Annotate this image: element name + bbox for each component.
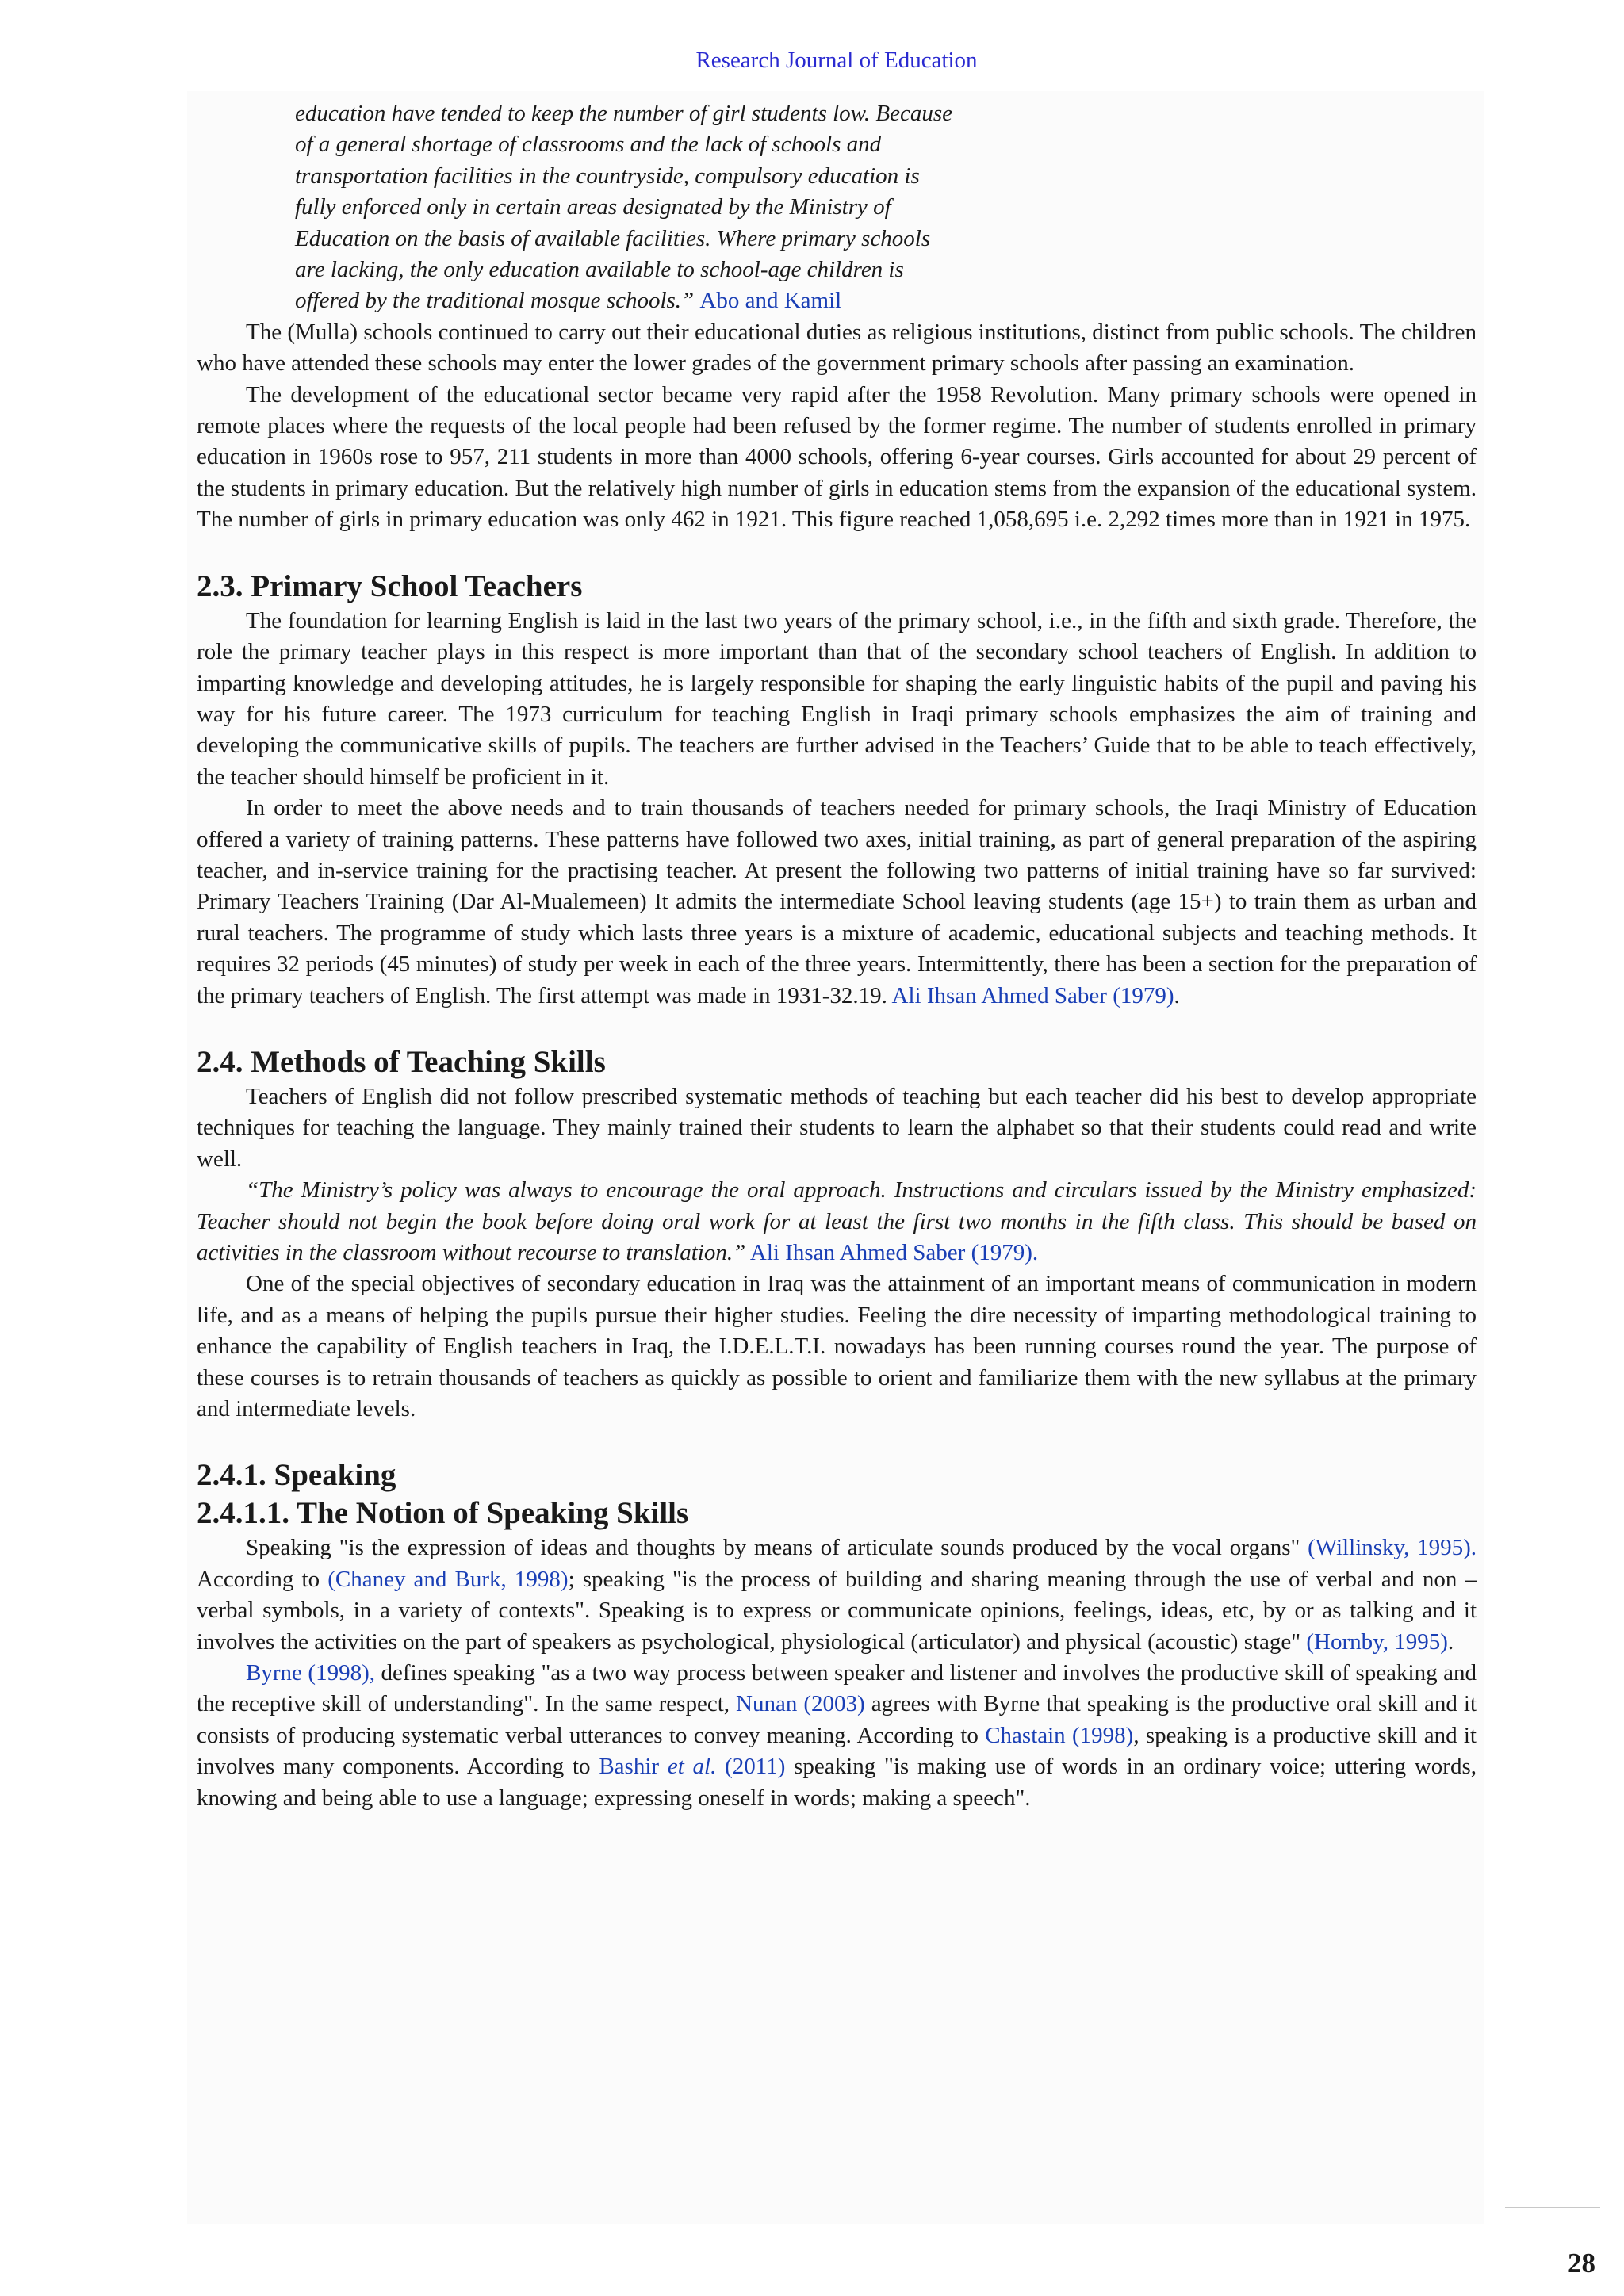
- citation-link[interactable]: (Chaney and Burk, 1998): [327, 1566, 569, 1592]
- quote-line: of a general shortage of classrooms and the lack of schools and: [295, 132, 882, 158]
- quote-line: education have tended to keep the number of girl students low. Because: [295, 101, 952, 126]
- block-quote: [295, 98, 1088, 317]
- quote-line: [295, 285, 1088, 316]
- paragraph-text: agrees with Byrne that speaking is the productive oral skill and it consists of producing systematic verbal utterances to convey meaning. According to: [197, 1691, 1477, 1748]
- section-heading-2-4-1-1: 2.4.1.1. The Notion of Speaking Skills: [197, 1496, 689, 1531]
- paragraph-text: speaking "is making use of words in an ordinary voice; uttering words, knowing and being able to use a language; expressing oneself in words; making a speech".: [197, 1754, 1477, 1811]
- citation-link[interactable]: (Hornby, 1995): [1306, 1628, 1448, 1655]
- paragraph: The foundation for learning English is laid in the last two years of the primary school, i.e., in the fifth and sixth grade. Therefore, the role the primary teacher plays in this respect is more important than that of the secondary school teachers of English. In addition to imparting knowledge and developing attitudes, he is largely responsible for shaping the early linguistic habits of the pupil and paving his way for his future career. The 1973 curriculum for teaching English in Iraqi primary schools emphasizes the aim of training and developing the communicative skills of pupils. The teachers are further advised in the Teachers’ Guide that to be able to teach effectively, the teacher should himself be proficient in it.: [197, 607, 1477, 790]
- citation-author: Bashir: [599, 1754, 660, 1780]
- journal-running-header: Research Journal of Education: [695, 48, 978, 73]
- paragraph: Teachers of English did not follow prescribed systematic methods of teaching but each teacher did his best to develop appropriate techniques for teaching the language. They mainly trained their students to learn the alphabet so that their students could read and write well.: [197, 1083, 1477, 1172]
- paragraph: In order to meet the above needs and to train thousands of teachers needed for primary schools, the Iraqi Ministry of Education offered a variety of training patterns. These patterns have followed two axes, initial training, as part of general preparation of the aspiring teacher, and in-service training for the practising teacher. At present the following two patterns of initial training have so far survived: Primary Teachers Training (Dar Al-Mualemeen) It admits the intermediate School leaving students (age 15+) to train them as urban and rural teachers. The programme of study which lasts three years is a mixture of academic, educational subjects and teaching methods. It requires 32 periods (45 minutes) of study per week in each of the three years. Intermittently, there has been a section for the preparation of the primary teachers of English. The first attempt was made in 1931-32.19. Ali Ihsan Ahmed Saber (1979).: [197, 795, 1477, 1008]
- quote-last-line: offered by the traditional mosque schools.”: [295, 288, 695, 314]
- article-body: [197, 98, 1477, 1814]
- paragraph-text: .: [1447, 1628, 1454, 1655]
- quote-line: transportation facilities in the countryside, compulsory education is: [295, 163, 920, 189]
- paragraph-text: defines speaking "as a two way process between speaker and listener and involves the productive skill of speaking and the receptive skill of understanding". In the same respect,: [197, 1660, 1477, 1717]
- paragraph-text: According to: [197, 1566, 328, 1592]
- quote-line: fully enforced only in certain areas designated by the Ministry of: [295, 194, 891, 220]
- section-heading-2-3: 2.3. Primary School Teachers: [197, 568, 583, 603]
- citation-link[interactable]: (Willinsky, 1995).: [1308, 1535, 1477, 1561]
- citation-link[interactable]: Abo and Kamil: [699, 288, 842, 314]
- citation-link[interactable]: Nunan (2003): [736, 1691, 865, 1717]
- section-heading-2-4: 2.4. Methods of Teaching Skills: [197, 1044, 606, 1079]
- quote-paragraph: [197, 1175, 1477, 1269]
- citation-link[interactable]: Ali Ihsan Ahmed Saber (1979).: [749, 1240, 1039, 1265]
- paragraph: [197, 1658, 1477, 1814]
- paragraph: One of the special objectives of secondary education in Iraq was the attainment of an important means of communication in modern life, and as a means of helping the pupils pursue their higher studies. Feeling the dire necessity of imparting methodological training to enhance the capability of English teachers in Iraq, the I.D.E.L.T.I. nowadays has been running courses round the year. The purpose of these courses is to retrain thousands of teachers as quickly as possible to orient and familiarize them with the new syllabus at the primary and intermediate levels.: [197, 1271, 1477, 1422]
- quote-line: Education on the basis of available facilities. Where primary schools: [295, 225, 931, 251]
- paragraph-educational-development: The development of the educational sector became very rapid after the 1958 Revolution. Many primary schools were opened in remote places where the requests of the local people had been refused by the former regime. The number of students enrolled in primary education in 1960s rose to 957, 211 students in more than 4000 schools, offering 6-year courses. Girls accounted for about 29 percent of the students in primary education. But the relatively high number of girls in education stems from the expansion of the educational system. The number of girls in primary education was only 462 in 1921. This figure reached 1,058,695 i.e. 2,292 times more than in 1921 in 1975.: [197, 381, 1477, 533]
- citation-link[interactable]: Chastain (1998): [985, 1722, 1134, 1748]
- quote-text: “The Ministry’s policy was always to encourage the oral approach. Instructions and circulars issued by the Ministry emphasized: Teacher should not begin the book before doing oral work for at least the first two months in the fifth class. This should be based on activities in the classroom without recourse to translation.”: [197, 1177, 1477, 1265]
- citation-et-al: et al.: [667, 1754, 717, 1780]
- page-number: 28: [1568, 2248, 1595, 2279]
- paragraph: [197, 1533, 1477, 1658]
- paragraph-text: ; speaking "is the process of building and sharing meaning through the use of verbal and non – verbal symbols, in a variety of contexts". Speaking is to express or communicate opinions, feelings, ideas, etc, by or as talking and it involves the activities on the part of speakers as psychological, physiological (articulator) and physical (acoustic) stage": [197, 1566, 1477, 1655]
- paragraph-text: In order to meet the above needs and to train thousands of teachers needed for primary schools, the Iraqi Ministry of Education offered a variety of training patterns. These patterns have followed two axes, initial training, as part of general preparation of the aspiring teacher, and in-service training for the practising teacher. At present the following two patterns of initial training have so far survived: Primary Teachers Training (Dar Al-Mualemeen) It admits the intermediate School leaving students (age 15+) to train them as urban and rural teachers. The programme of study which lasts three years is a mixture of academic, educational subjects and teaching methods. It requires 32 periods (45 minutes) of study per week in each of the three years. Intermittently, there has been a section for the preparation of the primary teachers of English. The first attempt was made in 1931-32.19.: [197, 795, 1477, 1008]
- quote-line: are lacking, the only education available to school-age children is: [295, 257, 904, 283]
- paragraph-text: , speaking is a productive skill and it involves many components. According to: [197, 1722, 1477, 1780]
- paragraph-text: Speaking "is the expression of ideas and thoughts by means of articulate sounds produced by the vocal organs": [246, 1535, 1300, 1561]
- citation-link[interactable]: [599, 1754, 785, 1779]
- section-heading-2-4-1: 2.4.1. Speaking: [197, 1458, 396, 1493]
- paragraph-mulla-schools: The (Mulla) schools continued to carry out their educational duties as religious institutions, distinct from public schools. The children who have attended these schools may enter the lower grades of the government primary schools after passing an examination.: [197, 319, 1477, 377]
- citation-link[interactable]: Ali Ihsan Ahmed Saber (1979): [891, 982, 1174, 1008]
- footer-rule: [1505, 2207, 1600, 2208]
- citation-year: (2011): [725, 1754, 786, 1780]
- citation-link[interactable]: Byrne (1998),: [246, 1660, 375, 1686]
